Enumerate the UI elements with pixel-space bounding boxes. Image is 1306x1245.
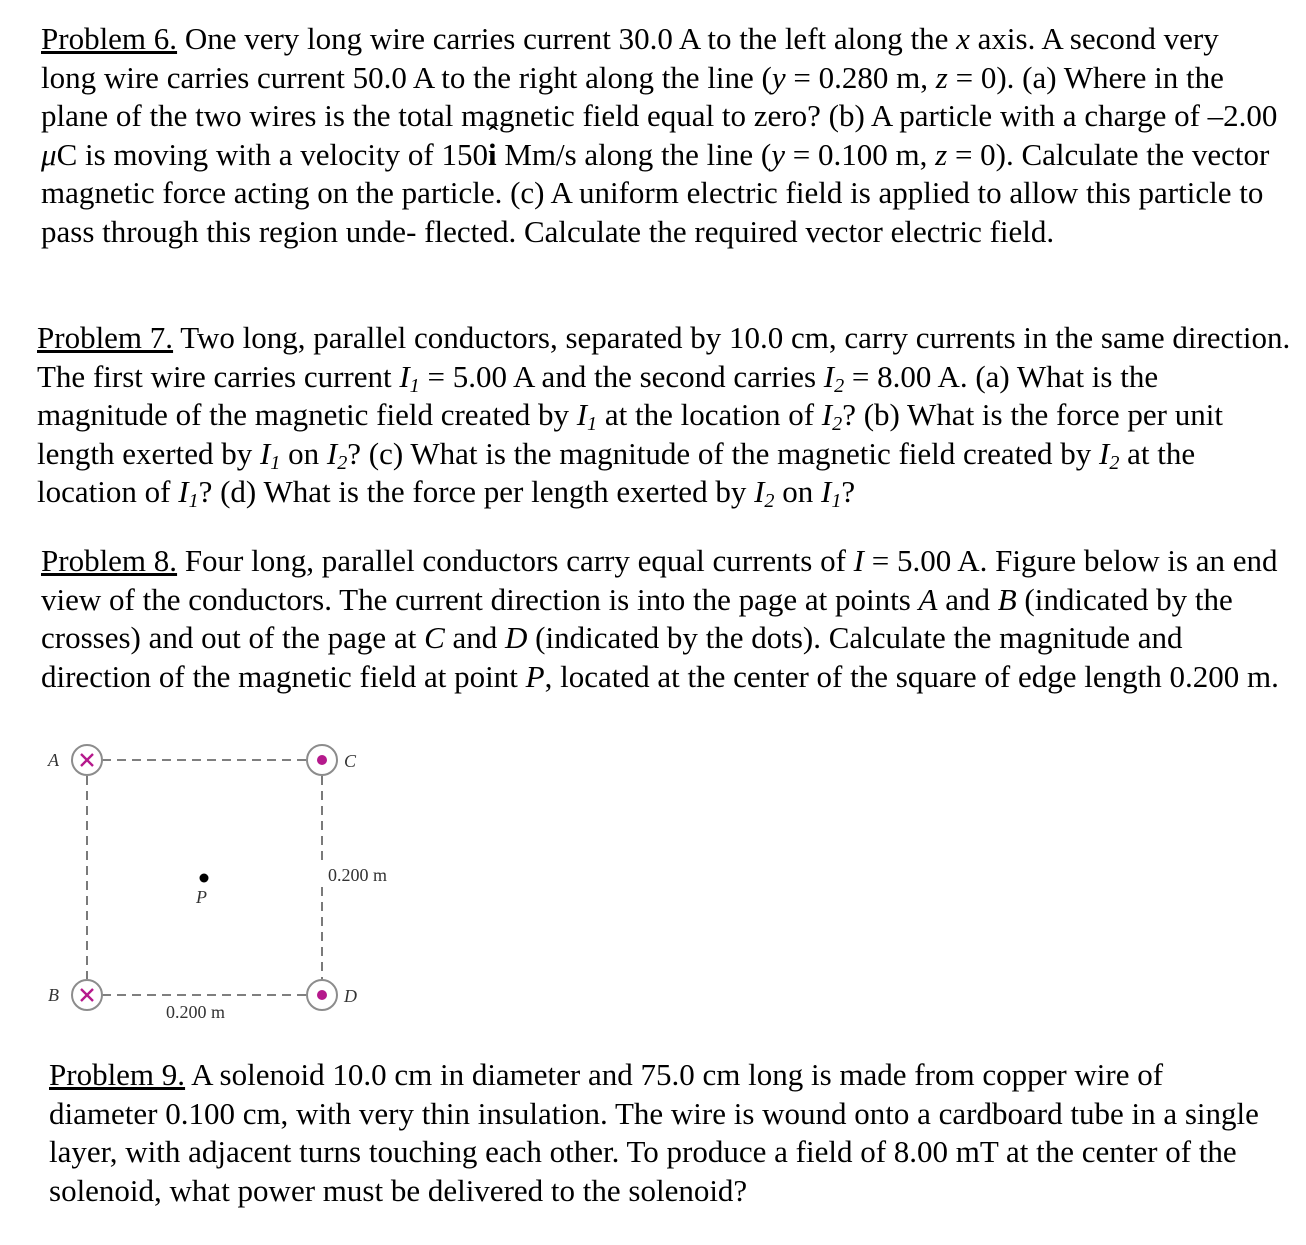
problem-9-text: A solenoid 10.0 cm in diameter and 75.0 cm long is made from copper wire of diameter 0.100 cm, with very thin insulation. The wire is wound onto a cardboard tube in a single layer, with adjacent turns touching each other. To produce a field of 8.00 mT at the center of the solenoid, what power must be delivered to the solenoid? xyxy=(49,1057,1259,1208)
problem-8-text: = 5.00 A. Figure below is an end view of the conductors. The current direction is into the page at points xyxy=(41,543,1278,617)
conductor-C xyxy=(307,745,357,775)
var-I1: $I_1$ xyxy=(178,474,199,513)
problem-6-text: One very long wire carries current 30.0 A to the left along the xyxy=(177,21,957,56)
label-D: D xyxy=(344,986,357,1006)
var-y: y xyxy=(771,59,786,95)
problem-6 xyxy=(41,20,1281,252)
side-dimension-label: 0.200 m xyxy=(328,865,388,885)
problem-7-text: on xyxy=(774,474,821,510)
var-I1: $I_1$ xyxy=(576,397,598,436)
point-P-ref: P xyxy=(525,658,545,694)
problem-7-text: ? (d) What is the force per length exerted by xyxy=(198,474,755,510)
problem-6-text: C is moving with a velocity of 150 xyxy=(56,136,488,172)
dot-out-of-page-icon xyxy=(317,755,327,765)
point-D-ref: D xyxy=(505,620,528,656)
var-I2: $I_2$ xyxy=(754,474,775,513)
var-I1: $I_1$ xyxy=(820,474,842,513)
var-I2: $I_2$ xyxy=(821,397,843,436)
problem-8-text: and xyxy=(937,581,998,617)
var-x: x xyxy=(956,21,970,56)
conductor-B xyxy=(48,980,102,1010)
conductor-A xyxy=(47,745,102,775)
var-I1: $I_1$ xyxy=(259,435,281,474)
problem-6-text: = 0.280 m, xyxy=(785,59,936,95)
var-I2: $I_2$ xyxy=(326,435,348,474)
problem-7-text: ? (b) What is the force per unit length exerted by xyxy=(37,397,1223,471)
problem-7-text: at the location of xyxy=(37,435,1196,510)
problem-9 xyxy=(49,1056,1274,1210)
mu-symbol: μ xyxy=(41,136,57,172)
problem-8 xyxy=(41,542,1286,696)
problem-8-text: and xyxy=(444,620,506,656)
var-I2: $I_2$ xyxy=(1099,435,1120,474)
bottom-dimension-label: 0.200 m xyxy=(166,1002,226,1022)
label-C: C xyxy=(344,751,357,771)
conductor-square-figure xyxy=(40,735,440,1035)
problem-8-text: (indicated by the dots). Calculate the magnitude and direction of the magnetic field at point xyxy=(41,620,1183,694)
problem-7-text: ? xyxy=(841,474,856,510)
problem-8-label: Problem 8. xyxy=(41,543,178,578)
problem-7-text: Two long, parallel conductors, separated by 10.0 cm, carry currents in the same direction. The first wire carries current xyxy=(37,320,1291,394)
var-I1: $I_1$ xyxy=(399,358,420,397)
problem-7-text: ? (c) What is the magnitude of the magnetic field created by xyxy=(347,435,1100,471)
problem-7-text: on xyxy=(280,435,327,471)
problem-6-text: = 0.100 m, xyxy=(785,136,936,172)
problem-8-text: (indicated by the crosses) and out of the page at xyxy=(41,581,1233,656)
problem-7-text: at the location of xyxy=(597,397,822,433)
problem-6-text: = 0). Calculate the vector magnetic force acting on the particle. (c) A uniform electric field is applied to allow this particle to pass through this region unde- flected. Calculate the required vector electric field. xyxy=(41,136,1270,249)
problem-7-text: = 8.00 A. (a) What is the magnitude of the magnetic field created by xyxy=(37,358,1159,433)
problem-7-label: Problem 7. xyxy=(37,320,174,355)
var-y: y xyxy=(771,136,785,172)
problem-7-text: = 5.00 A and the second carries xyxy=(419,358,824,394)
problem-6-label: Problem 6. xyxy=(41,21,178,56)
var-I2: $I_2$ xyxy=(823,358,845,397)
problem-6-text: Mm/s along the line ( xyxy=(496,136,772,172)
problem-8-text: Four long, parallel conductors carry equal currents of xyxy=(177,543,854,578)
point-B-ref: B xyxy=(997,581,1017,617)
problem-6-text: = 0). (a) Where in the plane of the two wires is the total magnetic field equal to zero? (b) A particle with a charge of –2.00 xyxy=(41,59,1278,134)
var-z: z xyxy=(935,59,948,95)
var-I: I xyxy=(853,543,864,578)
point-P-marker xyxy=(200,874,209,883)
problem-8-text: , located at the center of the square of edge length 0.200 m. xyxy=(544,658,1279,694)
point-C-ref: C xyxy=(424,620,445,656)
label-A: A xyxy=(48,750,59,770)
point-A-ref: A xyxy=(918,581,938,617)
label-P: P xyxy=(196,887,207,907)
problem-7 xyxy=(37,319,1292,512)
unit-vector-i: ˆ i xyxy=(488,136,497,175)
label-B: B xyxy=(48,985,59,1005)
dot-out-of-page-icon xyxy=(317,990,327,1000)
problem-6-text: axis. A second very long wire carries current 50.0 A to the right along the line ( xyxy=(41,21,1219,95)
var-z: z xyxy=(935,136,948,172)
problem-9-label: Problem 9. xyxy=(49,1057,186,1092)
conductor-D xyxy=(307,980,357,1010)
